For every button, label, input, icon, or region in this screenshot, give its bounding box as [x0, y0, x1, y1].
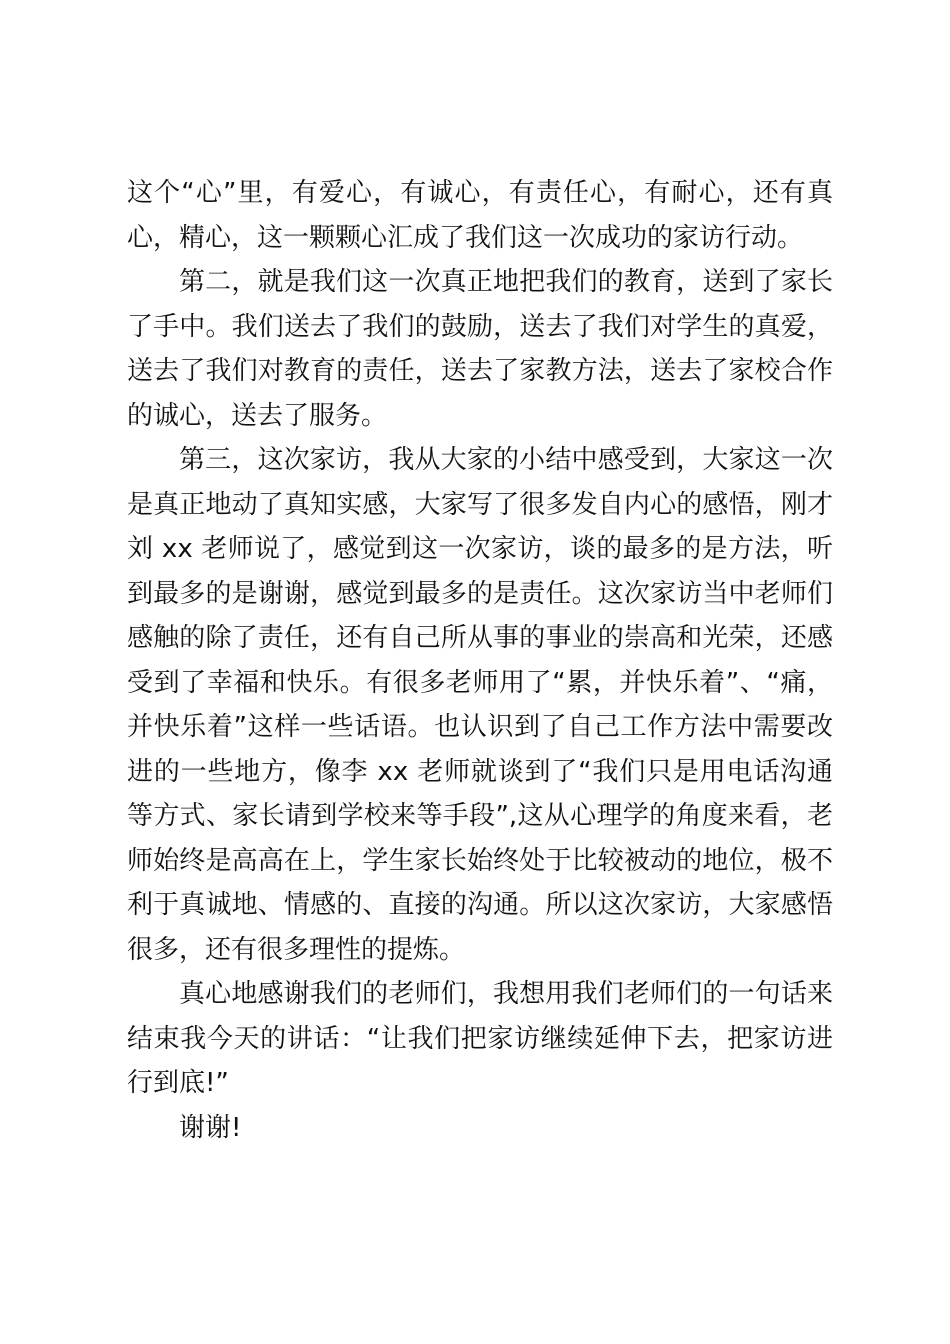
paragraph-4: 真心地感谢我们的老师们，我想用我们老师们的一句话来结束我今天的讲话：“让我们把家访继续延伸下去，把家访进行到底!” [127, 979, 833, 1098]
paragraph-5: 谢谢! [179, 1112, 242, 1143]
paragraph-3: 第三，这次家访，我从大家的小结中感受到，大家这一次是真正地动了真知实感，大家写了很多发自内心的感悟，刚才刘 xx 老师说了，感觉到这一次家访，谈的最多的是方法，听到最多的是谢谢，感觉到最多的是责任。这次家访当中老师们感触的除了责任，还有自己所从事的事业的崇高和光荣，还感受到了幸福和快乐。有很多老师用了“累，并快乐着”、“痛，并快乐着”这样一些话语。也认识到了自己工作方法中需要改进的一些地方，像李 xx 老师就谈到了“我们只是用电话沟通等方式、家长请到学校来等手段”,这从心理学的角度来看，老师始终是高高在上，学生家长始终处于比较被动的地位，极不利于真诚地、情感的、直接的沟通。所以这次家访，大家感悟很多，还有很多理性的提炼。 [127, 445, 833, 965]
paragraph-2: 第二，就是我们这一次真正地把我们的教育，送到了家长了手中。我们送去了我们的鼓励，送去了我们对学生的真爱，送去了我们对教育的责任，送去了家教方法，送去了家校合作的诚心，送去了服务。 [127, 267, 833, 431]
paragraph-1: 这个“心”里，有爱心，有诚心，有责任心，有耐心，还有真心，精心，这一颗颗心汇成了我们这一次成功的家访行动。 [127, 178, 833, 253]
document-body [127, 171, 833, 1150]
